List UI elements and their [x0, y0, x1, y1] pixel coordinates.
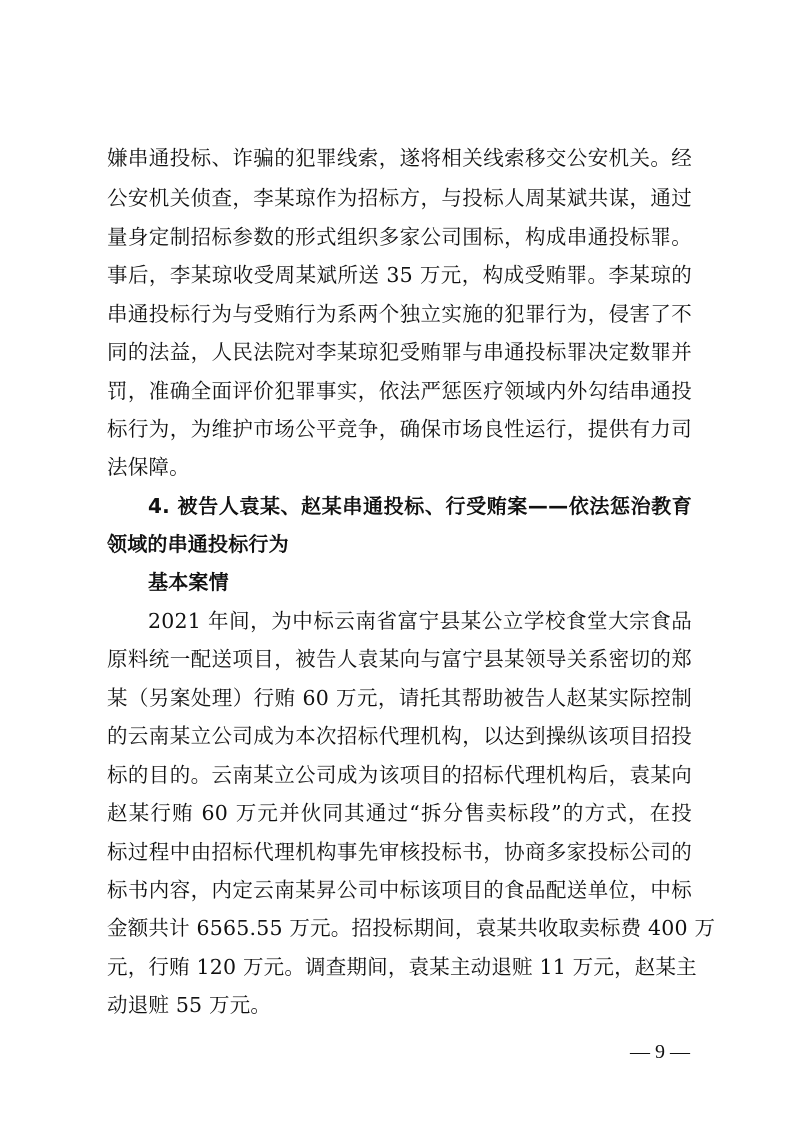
paragraph-line: 嫌串通投标、诈骗的犯罪线索，遂将相关线索移交公安机关。经 — [107, 146, 692, 170]
paragraph-line: 标的目的。云南某立公司成为该项目的招标代理机构后，袁某向 — [107, 763, 692, 787]
paragraph-line: 原料统一配送项目，被告人袁某向与富宁县某领导关系密切的郑 — [107, 647, 692, 671]
paragraph-line: 罚，准确全面评价犯罪事实，依法严惩医疗领域内外勾结串通投 — [107, 379, 692, 403]
paragraph-line: 动退赃 55 万元。 — [107, 993, 272, 1017]
paragraph-line: 元，行贿 120 万元。调查期间，袁某主动退赃 11 万元，赵某主 — [107, 955, 697, 979]
paragraph-line: 同的法益，人民法院对李某琼犯受贿罪与串通投标罪决定数罪并 — [107, 340, 692, 364]
paragraph-line: 某（另案处理）行贿 60 万元，请托其帮助被告人赵某实际控制 — [107, 686, 692, 710]
paragraph-line: 法保障。 — [107, 455, 190, 479]
paragraph-line: 标书内容，内定云南某昇公司中标该项目的食品配送单位，中标 — [107, 878, 692, 902]
paragraph-line: 2021 年间，为中标云南省富宁县某公立学校食堂大宗食品 — [148, 609, 692, 633]
paragraph-line: 赵某行贿 60 万元并伙同其通过“拆分售卖标段”的方式，在投 — [107, 801, 692, 825]
page-number: — 9 — — [630, 1041, 690, 1063]
paragraph-line: 金额共计 6565.55 万元。招投标期间，袁某共收取卖标费 400 万 — [107, 916, 716, 940]
section-heading: 基本案情 — [148, 570, 229, 594]
case-heading-continued: 领域的串通投标行为 — [107, 532, 289, 556]
paragraph-line: 串通投标行为与受贿行为系两个独立实施的犯罪行为，侵害了不 — [107, 302, 692, 326]
paragraph-line: 标行为，为维护市场公平竞争，确保市场良性运行，提供有力司 — [107, 417, 692, 441]
paragraph-line: 量身定制招标参数的形式组织多家公司围标，构成串通投标罪。 — [107, 225, 692, 249]
paragraph-line: 的云南某立公司成为本次招标代理机构，以达到操纵该项目招投 — [107, 724, 692, 748]
paragraph-line: 公安机关侦查，李某琼作为招标方，与投标人周某斌共谋，通过 — [107, 186, 692, 210]
paragraph-line: 事后，李某琼收受周某斌所送 35 万元，构成受贿罪。李某琼的 — [107, 263, 692, 287]
case-heading: 4. 被告人袁某、赵某串通投标、行受贿案——依法惩治教育 — [148, 494, 692, 518]
paragraph-line: 标过程中由招标代理机构事先审核投标书，协商多家投标公司的 — [107, 840, 692, 864]
